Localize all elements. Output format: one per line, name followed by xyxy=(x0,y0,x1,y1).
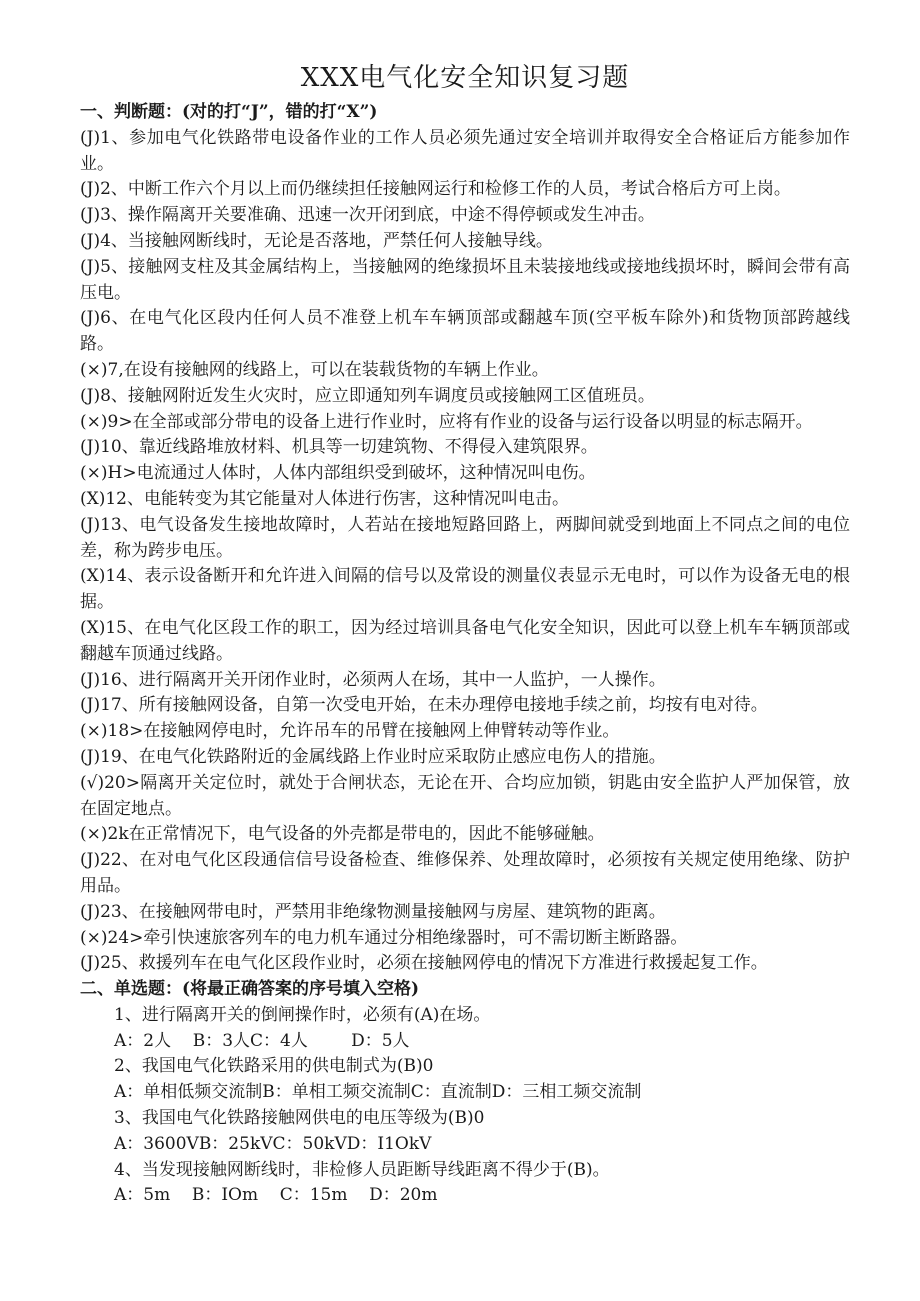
question-text: 4、当发现接触网断线时，非检修人员距断导线距离不得少于(B)。 xyxy=(114,1159,610,1180)
question-options: A：单相低频交流制B：单相工频交流制C：直流制D：三相工频交流制 xyxy=(114,1082,642,1103)
question-options: A：3600VB：25kVC：50kVD：I1OkV xyxy=(114,1133,432,1154)
true-false-item: (X)12、电能转变为其它能量对人体进行伤害，这种情况叫电击。 xyxy=(80,488,569,509)
true-false-item: (J)4、当接触网断线时，无论是否落地，严禁任何人接触导线。 xyxy=(80,230,553,251)
true-false-item: (×)9>在全部或部分带电的设备上进行作业时，应将有作业的设备与运行设备以明显的标志隔开。 xyxy=(80,411,813,432)
true-false-item: (×)24>牵引快速旅客列车的电力机车通过分相绝缘器时，可不需切断主断路器。 xyxy=(80,927,688,948)
true-false-item: (J)10、靠近线路堆放材料、机具等一切建筑物、不得侵入建筑限界。 xyxy=(80,437,598,458)
section-heading-single-choice: 二、单选题：(将最正确答案的序号填入空格) xyxy=(80,979,420,1000)
true-false-item: (J)19、在电气化铁路附近的金属线路上作业时应采取防止感应电伤人的措施。 xyxy=(80,746,666,767)
true-false-item: (×)7,在设有接触网的线路上，可以在装载货物的车辆上作业。 xyxy=(80,359,549,380)
true-false-item: (J)5、接触网支柱及其金属结构上，当接触网的绝缘损坏且未装接地线或接地线损坏时，瞬间会带有高压电。 xyxy=(80,256,850,303)
true-false-item: (J)13、电气设备发生接地故障时，人若站在接地短路回路上，两脚间就受到地面上不同点之间的电位差，称为跨步电压。 xyxy=(80,514,850,561)
true-false-item: (×)H>电流通过人体时，人体内部组织受到破坏，这种情况叫电伤。 xyxy=(80,463,596,484)
true-false-item: (×)2k在正常情况下，电气设备的外壳都是带电的，因此不能够碰触。 xyxy=(80,824,605,845)
true-false-item: (J)16、进行隔离开关开闭作业时，必须两人在场，其中一人监护，一人操作。 xyxy=(80,669,666,690)
true-false-item: (J)6、在电气化区段内任何人员不准登上机车车辆顶部或翻越车顶(空平板车除外)和货物顶部跨越线路。 xyxy=(80,308,850,355)
question-text: 1、进行隔离开关的倒闸操作时，必须有(A)在场。 xyxy=(114,1004,491,1025)
true-false-item: (J)3、操作隔离开关要准确、迅速一次开闭到底，中途不得停顿或发生冲击。 xyxy=(80,205,655,226)
true-false-item: (J)2、中断工作六个月以上而仍继续担任接触网运行和检修工作的人员，考试合格后方可上岗。 xyxy=(80,179,791,200)
question-options: A：5m B：IOm C：15m D：20m xyxy=(114,1185,438,1206)
question-text: 3、我国电气化铁路接触网供电的电压等级为(B)0 xyxy=(114,1108,485,1129)
true-false-item: (×)18>在接触网停电时，允许吊车的吊臂在接触网上伸臂转动等作业。 xyxy=(80,721,620,742)
true-false-item: (J)23、在接触网带电时，严禁用非绝缘物测量接触网与房屋、建筑物的距离。 xyxy=(80,901,666,922)
true-false-item: (J)22、在对电气化区段通信信号设备检查、维修保养、处理故障时，必须按有关规定使用绝缘、防护用品。 xyxy=(80,850,850,896)
section-heading-true-false: 一、判断题：(对的打“J”，错的打“X”) xyxy=(80,102,378,122)
true-false-item: (J)1、参加电气化铁路带电设备作业的工作人员必须先通过安全培训并取得安全合格证后方能参加作业。 xyxy=(80,127,850,174)
true-false-item: (√)20>隔离开关定位时，就处于合闸状态，无论在开、合均应加锁，钥匙由安全监护人严加保管，放在固定地点。 xyxy=(80,772,850,819)
question-text: 2、我国电气化铁路采用的供电制式为(B)0 xyxy=(114,1056,434,1077)
question-options: A：2人 B：3人C：4人 D：5人 xyxy=(114,1030,410,1051)
single-choice-list xyxy=(80,1003,850,1209)
true-false-item: (J)8、接触网附近发生火灾时，应立即通知列车调度员或接触网工区值班员。 xyxy=(80,385,655,406)
true-false-item: (X)14、表示设备断开和允许进入间隔的信号以及常设的测量仪表显示无电时，可以作为设备无电的根据。 xyxy=(80,566,850,613)
true-false-item: (X)15、在电气化区段工作的职工，因为经过培训具备电气化安全知识，因此可以登上机车车辆顶部或翻越车顶通过线路。 xyxy=(80,617,850,664)
true-false-list xyxy=(80,126,850,977)
document-title: XXX电气化安全知识复习题 xyxy=(300,63,630,93)
true-false-item: (J)25、救援列车在电气化区段作业时，必须在接触网停电的情况下方准进行救援起复工作。 xyxy=(80,953,768,974)
true-false-item: (J)17、所有接触网设备，自第一次受电开始，在未办理停电接地手续之前，均按有电对待。 xyxy=(80,695,768,716)
